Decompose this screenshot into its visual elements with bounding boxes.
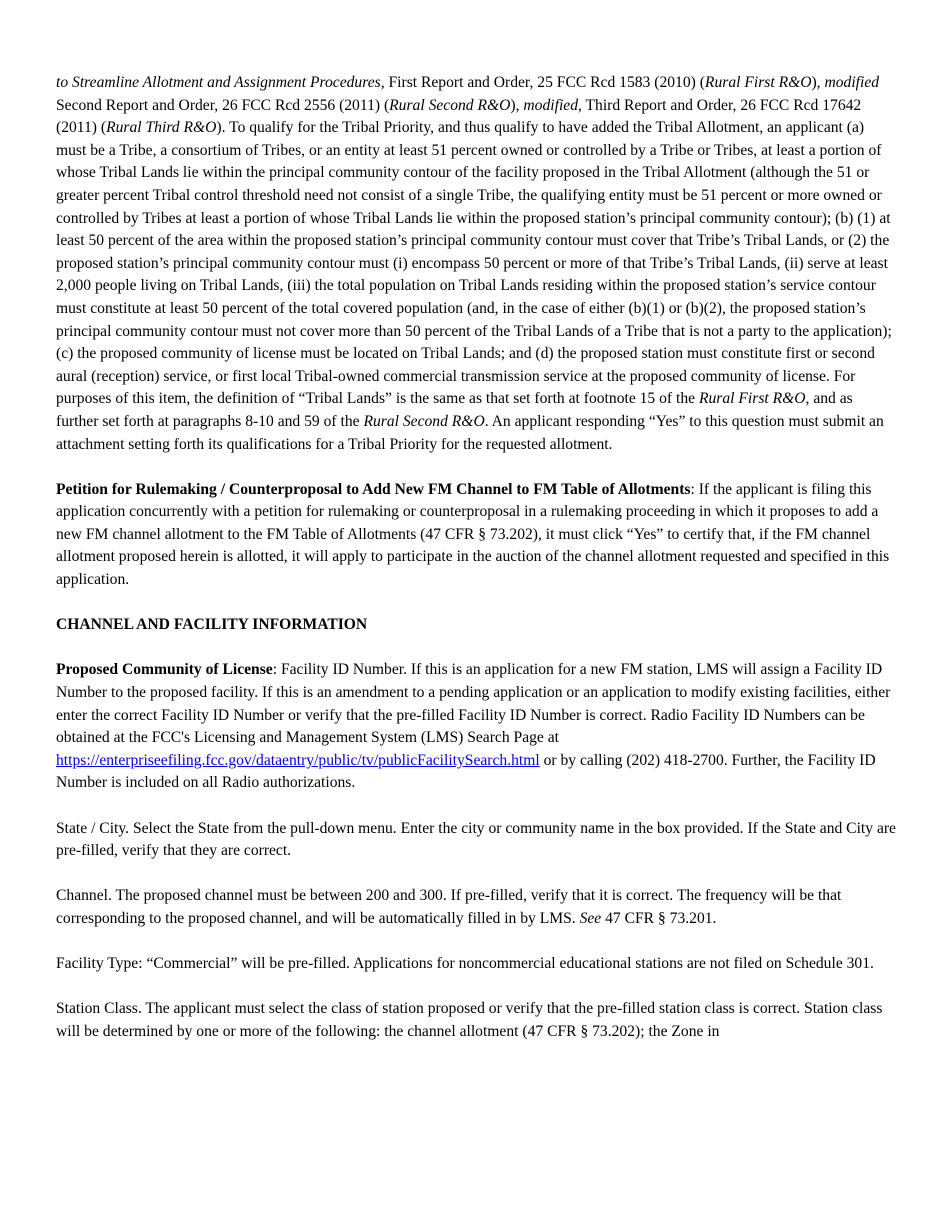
channel-paragraph: Channel. The proposed channel must be between 200 and 300. If pre-filled, verify that it is correct. The frequency will be that corresponding to the proposed channel, and will be automatically filled in by LMS. See 47 CFR § 73.201. [56,887,842,927]
citation-title: to Streamline Allotment and Assignment Procedures, [56,74,385,91]
state-city-paragraph: State / City. Select the State from the pull-down menu. Enter the city or community name in the box provided. If the State and City are pre-filled, verify that they are correct. [56,819,896,860]
tribal-priority-paragraph: to Streamline Allotment and Assignment Procedures, First Report and Order, 25 FCC Rcd 1583 (2010) (Rural First R&O), modified Second Report and Order, 26 FCC Rcd 2556 (2011) (Rural Second R&O), modified, Third Report and Order, 26 FCC Rcd 17642 (2011) (Rural Third R&O). To qualify for the Tribal Priority, and thus qualify to have added the Tribal Allotment, an applicant (a) must be a Tribe, a consortium of Tribes, or an entity at least 51 percent owned or controlled by a Tribe or Tribes, at least a portion of whose Tribal Lands lie within the principal community contour of the facility proposed in the Tribal Allotment (although the 51 or greater percent Tribal control threshold need not consist of a single Tribe, the qualifying entity must be 51 percent or more owned or controlled by Tribes at least a portion of whose Tribal Lands lie within the proposed station’s principal community contour); (b) (1) at least 50 percent of the area within the proposed station’s principal community contour must cover that Tribe’s Tribal Lands, or (2) the proposed station’s principal community contour must (i) encompass 50 percent or more of that Tribe’s Tribal Lands, (ii) serve at least 2,000 people living on Tribal Lands, (iii) the total population on Tribal Lands residing within the proposed station’s service contour must constitute at least 50 percent of the total covered population (and, in the case of either (b)(1) or (b)(2), the proposed station’s principal community contour must not cover more than 50 percent of the Tribal Lands of a Tribe that is not a party to the application); (c) the proposed community of license must be located on Tribal Lands; and (d) the proposed station must constitute first or second aural (reception) service, or first local Tribal-owned commercial transmission service at the proposed community of license. For purposes of this item, the definition of “Tribal Lands” is the same as that set forth at footnote 15 of the Rural First R&O, and as further set forth at paragraphs 8-10 and 59 of the Rural Second R&O. An applicant responding “Yes” to this question must submit an attachment setting forth its qualifications for a Tribal Priority for the requested allotment. [56,74,892,453]
proposed-community-title: Proposed Community of License [56,661,273,679]
facility-type-paragraph: Facility Type: “Commercial” will be pre-filled. Applications for noncommercial educational stations are not filed on Schedule 301. [56,955,874,973]
petition-rulemaking-title: Petition for Rulemaking / Counterproposal to Add New FM Channel to FM Table of Allotments [56,480,691,498]
station-class-paragraph: Station Class. The applicant must select the class of station proposed or verify that the pre-filled station class is correct. Station class will be determined by one or more of the following: the channel allotment (47 CFR § 73.202); the Zone in [56,1000,883,1040]
section-heading: CHANNEL AND FACILITY INFORMATION [56,616,368,634]
petition-rulemaking-paragraph: Petition for Rulemaking / Counterproposal to Add New FM Channel to FM Table of Allotments: If the applicant is filing this application concurrently with a petition for rulemaking or counterproposal in a rulemaking proceeding in which it proposes to add a new FM channel allotment to the FM Table of Allotments (47 CFR § 73.202), it must click “Yes” to certify that, if the FM channel allotment proposed herein is allotted, it will apply to participate in the auction of the channel allotment requested and specified in this application. [56,480,890,589]
facility-search-link[interactable]: https://enterpriseefiling.fcc.gov/dataentry/public/tv/publicFacilitySearch.html [56,751,540,769]
document-page [56,72,896,1044]
proposed-community-paragraph: Proposed Community of License: Facility ID Number. If this is an application for a new FM station, LMS will assign a Facility ID Number to the proposed facility. If this is an amendment to a pending application or an application to modify existing facilities, either enter the correct Facility ID Number or verify that the pre-filled Facility ID Number is correct. Radio Facility ID Numbers can be obtained at the FCC's Licensing and Management System (LMS) Search Page at https://enterpriseefiling.fcc.gov/dataentry/public/tv/publicFacilitySearch.html or by calling (202) 418-2700. Further, the Facility ID Number is included on all Radio authorizations. [56,661,891,792]
